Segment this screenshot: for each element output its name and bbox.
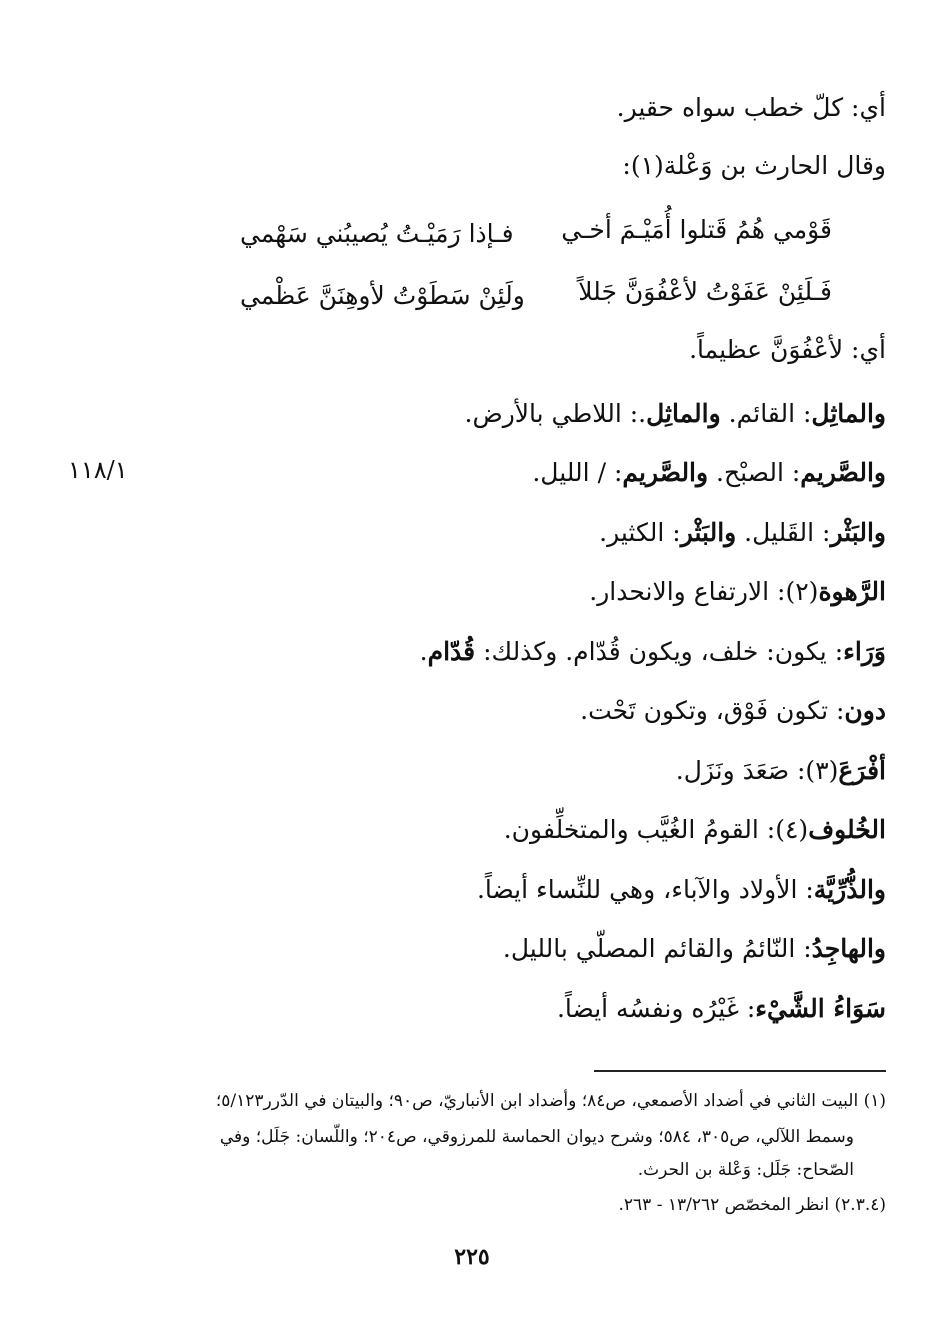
entry-term: سَوَاءُ الشَّيْء [755, 994, 886, 1023]
entry-text-2: : الكثير. [599, 518, 681, 547]
entry-al-dhurriyya [60, 870, 886, 910]
entry-term: والصَّريم [800, 458, 886, 487]
entry-term: أفْرَعَ [838, 756, 886, 785]
entry-term-2: والماثِل [646, 399, 721, 428]
entry-term: والبَثْر [830, 518, 886, 547]
entry-term-2: والبَثْر [680, 518, 737, 547]
entry-dun [60, 691, 886, 731]
margin-reference: ١١٨/١ [68, 456, 128, 484]
verse-1-hemistich-2: فـإذا رَمَيْـتُ يُصيبُني سَهْمي [240, 219, 514, 248]
entry-text-2: .: اللاطي بالأرض. [464, 399, 647, 428]
entry-text: : النّائمُ والقائم المصلّي بالليل. [502, 934, 812, 963]
entry-text: : القائم. [720, 399, 812, 428]
entry-term-2: قُدّام [427, 637, 476, 666]
verse-gloss: أي: لأعْفُوَنَّ عظيماً. [689, 335, 886, 364]
entry-sawaa-al-shay [60, 989, 886, 1029]
entry-term: والماثِل [811, 399, 886, 428]
entry-text: (٣): صَعَدَ ونَزَل. [675, 756, 839, 785]
entry-text: (٤): القومُ الغُيَّب والمتخلِّفون. [503, 815, 809, 844]
entry-term: دون [844, 696, 886, 725]
footnote-separator [594, 1070, 886, 1072]
verse-2-hemistich-2: ولَئِنْ سَطَوْتُ لأوهِنَنَّ عَظْمي [240, 281, 525, 310]
verse-1-hemistich-1: قَوْمي هُمُ قَتلوا أُمَيْـمَ أخـي [561, 215, 832, 244]
entry-text: : تكون فَوْق، وتكون تَحْت. [580, 696, 845, 725]
entry-text-2: . [419, 637, 428, 666]
entry-term: الخُلوف [808, 815, 886, 844]
entry-text: : القَليل. [736, 518, 831, 547]
entry-al-bathr [60, 513, 886, 553]
entry-term: وَرَاء [843, 637, 886, 666]
footnote-line-4: (٢.٣.٤) انظر المخصّص ١٣/٢٦٢ - ٢٦٣. [618, 1195, 886, 1215]
entry-term-2: والصَّريم [622, 458, 709, 487]
entry-afraa [60, 751, 886, 791]
entry-text: : يكون: خلف، ويكون قُدّام. وكذلك: [475, 637, 844, 666]
entry-term: والهاجِدُ [811, 934, 886, 963]
entry-text: (٢): الارتفاع والانحدار. [589, 577, 819, 606]
verse-2-hemistich-1: فَـلَئِنْ عَفَوْتُ لأعْفُوَنَّ جَللاً [578, 277, 832, 306]
page-number: ٢٢٥ [454, 1244, 490, 1270]
entry-text: : غَيْرُه ونفسُه أيضاً. [556, 994, 756, 1023]
intro-line-2: وقال الحارث بن وَعْلة(١): [622, 151, 886, 180]
entry-al-hajid [60, 929, 886, 969]
entry-term: والذُّرِّيَّة [813, 875, 886, 904]
entry-al-sarim [60, 453, 886, 493]
entry-text: : الصبْح. [708, 458, 801, 487]
entry-term: الرَّهوة [818, 577, 886, 606]
footnote-line-2: وسمط اللآلي، ص٣٠٥، ٥٨٤؛ وشرح ديوان الحماسة للمرزوقي، ص٢٠٤؛ واللّسان: جَلَل؛ وفي [219, 1127, 854, 1147]
entry-al-mathil [60, 394, 886, 434]
entry-text-2: : / الليل. [532, 458, 623, 487]
entry-text: : الأولاد والآباء، وهي للنِّساء أيضاً. [476, 875, 814, 904]
entry-waraa [60, 632, 886, 672]
entry-al-rahwa [60, 572, 886, 612]
intro-line-1: أي: كلّ خطب سواه حقير. [616, 93, 886, 122]
footnote-line-3: الصّحاح: جَلَل: وَعْلة بن الحرث. [637, 1160, 854, 1180]
entry-al-khuluf [60, 810, 886, 850]
footnote-line-1: (١) البيت الثاني في أضداد الأصمعي، ص٨٤؛ وأضداد ابن الأنباريّ، ص٩٠؛ والبيتان في الدّرر٥/١٢٣؛ [215, 1091, 886, 1111]
